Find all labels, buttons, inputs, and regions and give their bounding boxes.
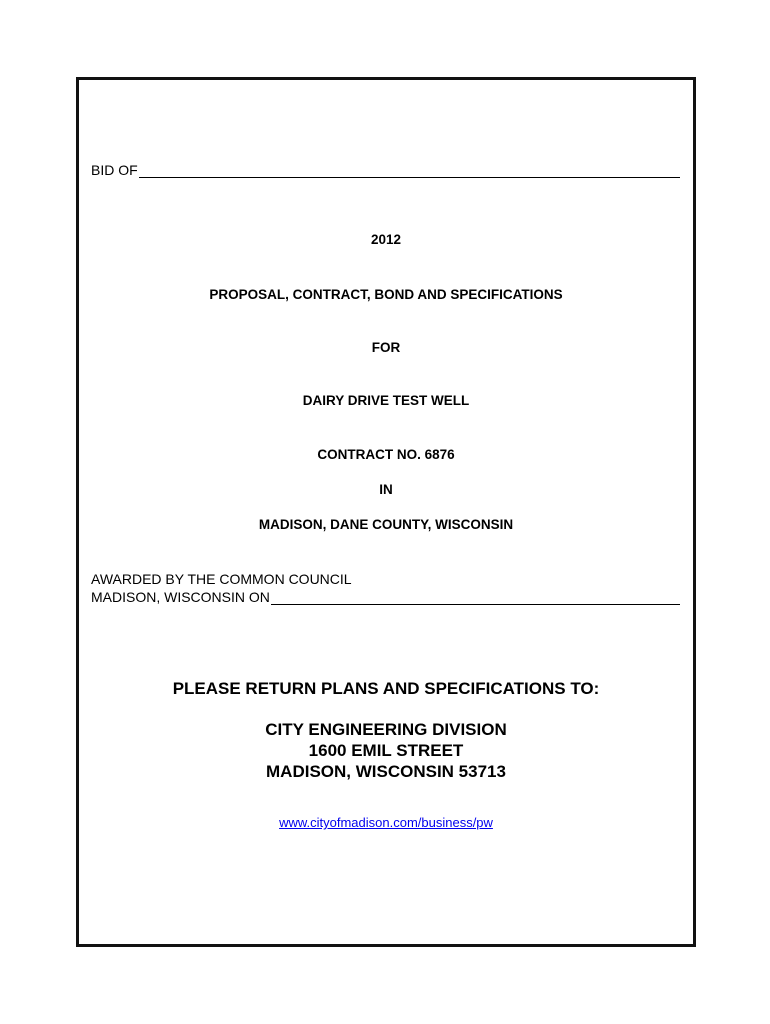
website-link[interactable]: www.cityofmadison.com/business/pw bbox=[279, 815, 493, 830]
in-word: IN bbox=[379, 482, 393, 497]
bid-of-row bbox=[91, 162, 680, 178]
document-title: PROPOSAL, CONTRACT, BOND AND SPECIFICATIONS bbox=[209, 287, 563, 302]
address-line-3: MADISON, WISCONSIN 53713 bbox=[266, 762, 506, 781]
awarded-date-row bbox=[91, 589, 680, 605]
bid-of-label: BID OF bbox=[91, 162, 138, 178]
project-name: DAIRY DRIVE TEST WELL bbox=[302, 393, 470, 408]
awarded-by-line: AWARDED BY THE COMMON COUNCIL bbox=[91, 571, 352, 587]
bid-of-blank-line bbox=[139, 164, 680, 178]
project-location: MADISON, DANE COUNTY, WISCONSIN bbox=[258, 517, 514, 532]
for-word: FOR bbox=[371, 340, 401, 355]
address-line-2: 1600 EMIL STREET bbox=[308, 741, 464, 760]
contract-number: CONTRACT NO. 6876 bbox=[317, 447, 455, 462]
year: 2012 bbox=[370, 232, 402, 247]
awarded-date-blank-line bbox=[271, 591, 680, 605]
awarded-date-label: MADISON, WISCONSIN ON bbox=[91, 589, 270, 605]
return-heading: PLEASE RETURN PLANS AND SPECIFICATIONS TO: bbox=[172, 679, 600, 698]
address-line-1: CITY ENGINEERING DIVISION bbox=[265, 720, 507, 739]
